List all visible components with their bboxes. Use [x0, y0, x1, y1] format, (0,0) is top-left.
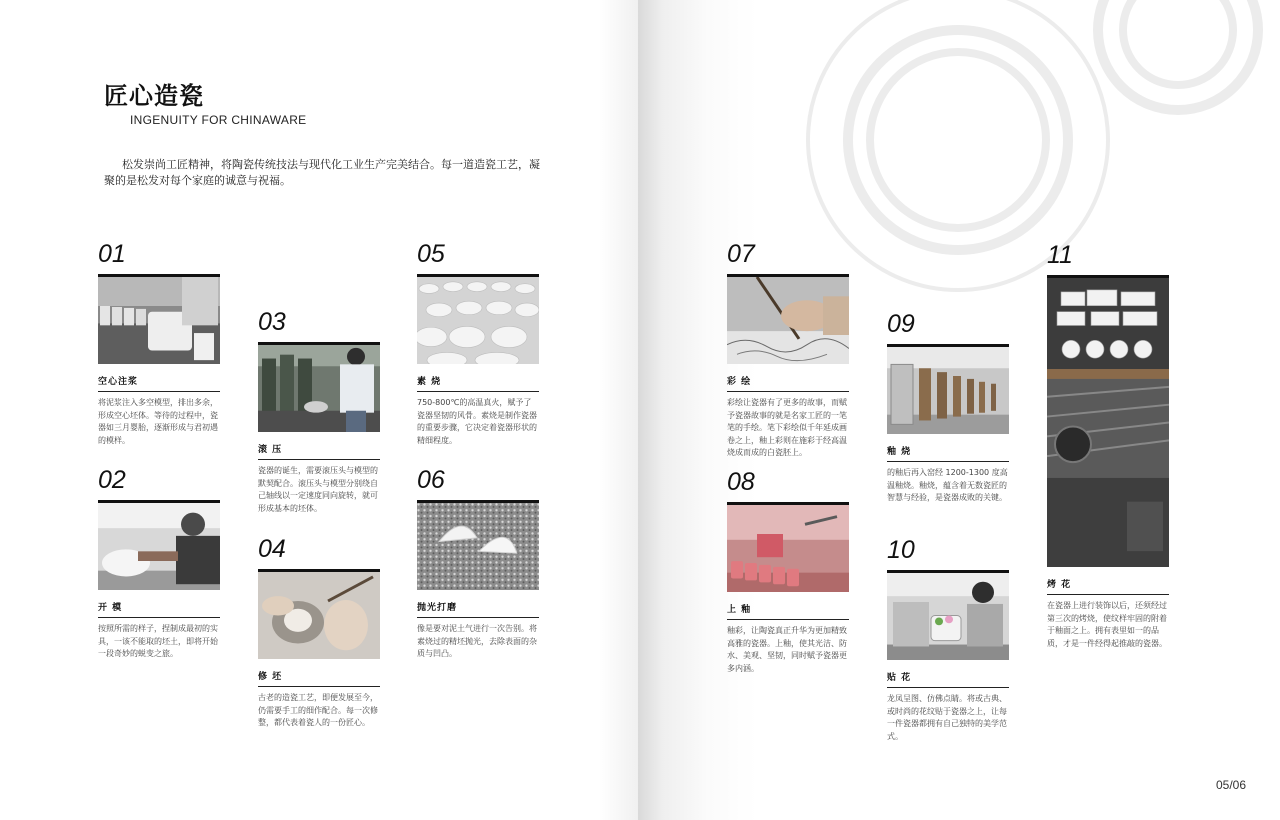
glaze-firing-photo: [887, 344, 1009, 434]
glazing-photo: [727, 502, 849, 592]
decorative-circles: [788, 0, 1280, 320]
decal-photo: [887, 570, 1009, 660]
step-03: [258, 310, 380, 515]
page-number: 05/06: [1215, 778, 1246, 792]
trimming-photo: [258, 569, 380, 659]
step-description: 龙凤呈图、仿佛点睛。将或古典、或时尚的花纹贴于瓷器之上，让每一件瓷器都拥有自己独特的美学范式。: [887, 694, 1007, 741]
step-label: 彩 绘: [727, 374, 849, 392]
step-number: 08: [727, 468, 755, 496]
step-number: 09: [887, 310, 915, 338]
page-title: 匠心造瓷: [104, 82, 204, 110]
step-description: 瓷器的诞生，需要滚压头与模型的默契配合。滚压头与模型分别绕自己轴线以一定速度同向旋转，就可形成基本的坯体。: [258, 466, 378, 513]
step-04: [258, 537, 380, 730]
polishing-photo: [417, 500, 539, 590]
step-description: 按照所需的样子，捏制成最初的实具，一该不能取的坯土，即将开始一段奇妙的蜕变之旅。: [98, 624, 218, 658]
step-label: 烤 花: [1047, 577, 1169, 595]
step-description: 古老的造瓷工艺，即便发展至今，仍需要手工的细作配合。每一次修整，都代表着瓷人的一份匠心。: [258, 693, 378, 727]
step-number: 10: [887, 536, 915, 564]
decal-firing-photo: [1047, 275, 1169, 567]
step-description: 的釉后再入窑经 1200-1300 度高温釉烧。釉烧，蕴含着无数瓷匠的智慧与经验，是瓷器成败的关键。: [887, 468, 1008, 502]
step-description: 像是要对泥土气进行一次告别。将素烧过的精坯抛光，去除表面的杂质与凹凸。: [417, 624, 537, 658]
step-description: 在瓷器上进行装饰以后，还须经过第三次的烤烧，使纹样牢固的附着于釉面之上。拥有表里如一的品质，才是一件经得起推敲的瓷器。: [1047, 601, 1167, 648]
step-label: 修 坯: [258, 669, 380, 687]
step-label: 素 烧: [417, 374, 539, 392]
step-description: 釉彩，让陶瓷真正升华为更加精致高雅的瓷器。上釉，使其光洁、防水、美观、坚韧，同时赋予瓷器更多内涵。: [727, 626, 847, 673]
step-number: 03: [258, 308, 286, 336]
bisque-firing-photo: [417, 274, 539, 364]
painting-photo: [727, 274, 849, 364]
step-number: 04: [258, 535, 286, 563]
step-number: 02: [98, 466, 126, 494]
step-01: [98, 242, 220, 447]
step-09: [887, 312, 1009, 505]
step-number: 07: [727, 240, 755, 268]
intro-paragraph: 松发崇尚工匠精神，将陶瓷传统技法与现代化工业生产完美结合。每一道造瓷工艺，凝聚的是松发对每个家庭的诚意与祝福。: [104, 158, 540, 187]
step-description: 彩绘让瓷器有了更多的故事，而赋予瓷器故事的就是名家工匠的一笔笔的手绘。笔下彩绘似千年延成画卷之上，釉上彩则在施彩于经高温烧成而成的白瓷胚上。: [727, 398, 847, 457]
step-05: [417, 242, 539, 447]
mold-opening-photo: [98, 500, 220, 590]
step-number: 05: [417, 240, 445, 268]
step-label: 抛光打磨: [417, 600, 539, 618]
step-label: 开 模: [98, 600, 220, 618]
step-10: [887, 538, 1009, 743]
step-02: [98, 468, 220, 661]
step-label: 空心注浆: [98, 374, 220, 392]
step-number: 01: [98, 240, 126, 268]
step-label: 釉 烧: [887, 444, 1009, 462]
grouting-photo: [98, 274, 220, 364]
step-label: 上 釉: [727, 602, 849, 620]
page-subtitle: INGENUITY FOR CHINAWARE: [130, 113, 307, 127]
left-page: [0, 0, 638, 820]
step-07: [727, 242, 849, 460]
step-06: [417, 468, 539, 661]
right-page: [638, 0, 1280, 820]
step-description: 将泥浆注入多空模型，排出多余，形成空心坯体。等待的过程中，瓷器如三月婴胎，逐渐形成与君初遇的模样。: [98, 398, 218, 445]
step-number: 11: [1047, 241, 1073, 269]
step-number: 06: [417, 466, 445, 494]
step-08: [727, 470, 849, 675]
step-label: 贴 花: [887, 670, 1009, 688]
step-label: 滚 压: [258, 442, 380, 460]
step-description: 750-800℃的高温真火，赋予了瓷器坚韧的风骨。素烧是制作瓷器的重要步骤，它决定着瓷器形状的精细程度。: [417, 398, 537, 445]
rolling-press-photo: [258, 342, 380, 432]
step-11: [1047, 243, 1169, 650]
